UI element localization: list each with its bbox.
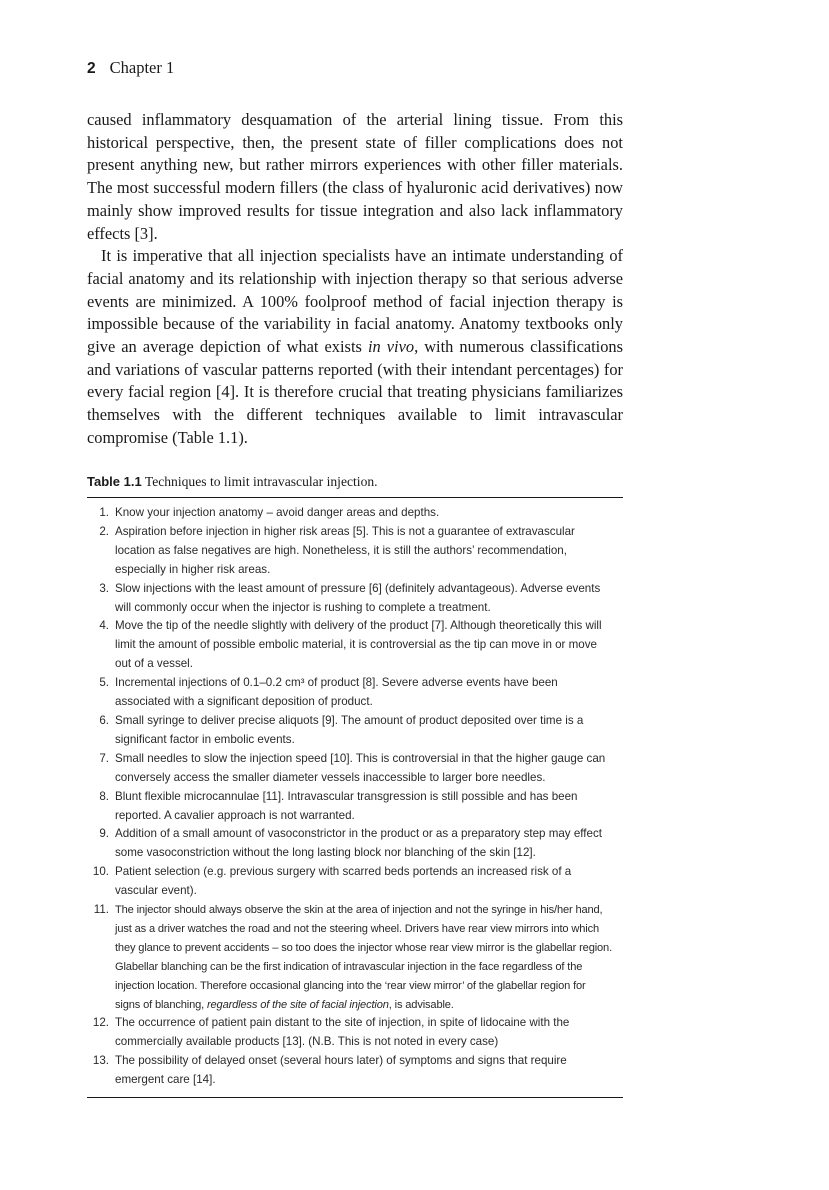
item-text: The possibility of delayed onset (several hours later) of symptoms and signs that require emergent care [14]. [115,1054,567,1087]
table-item [87,580,623,618]
paragraph-2-text-b: , with numerous classifications and variations of vascular patterns reported (with their intendant percentages) for every facial region [4]. It is therefore crucial that treating physicians familiarizes themselves with the different techniques available to limit intravascular compromise (Table 1.1). [87,337,623,447]
item-text [115,901,623,1014]
item-text: Small syringe to deliver precise aliquots [9]. The amount of product deposited over time is a significant factor in embolic events. [115,713,584,746]
table-item [87,788,623,826]
item-text: Blunt flexible microcannulae [11]. Intravascular transgression is still possible and has been reported. A cavalier approach is not warranted. [115,789,578,822]
item-number: 7. [99,751,109,765]
item-number: 1. [99,506,109,519]
table-item [87,901,623,1014]
item-text: Slow injections with the least amount of pressure [6] (definitely advantageous). Adverse events will commonly occur when the injector is rushing to complete a treatment. [115,581,601,614]
item-number: 9. [99,827,109,841]
paragraph-2-text-a: It is imperative that all injection specialists have an intimate understanding of facial anatomy and its relationship with injection therapy so that serious adverse events are minimized. A 100% foolproof method of facial injection therapy is impossible because of the variability in facial anatomy. Anatomy textbooks only give an average depiction of what exists [87,246,623,357]
chapter-title: Chapter 1 [109,58,175,77]
item-text: The occurrence of patient pain distant to the site of injection, in spite of lidocaine with the commercially available products [13]. (N.B. This is not noted in every case) [115,1016,570,1049]
item-text: Patient selection (e.g. previous surgery with scarred beds portends an increased risk of a vascular event). [115,865,572,898]
item-text: Know your injection anatomy – avoid danger areas and depths. [115,506,440,519]
item-number: 8. [99,789,109,803]
table-items [87,498,623,1098]
table-item [87,825,623,863]
item-text: Small needles to slow the injection speed [10]. This is controversial in that the higher gauge can conversely access the smaller diameter vessels inaccessible to larger bore needles. [115,751,606,784]
item-text: Move the tip of the needle slightly with delivery of the product [7]. Although theoretically this will limit the amount of possible embolic material, it is controversial as the tip can move in or move out of a vessel. [115,619,602,671]
table-item [87,523,623,580]
item-number: 5. [99,676,109,690]
item-number: 10. [92,865,109,879]
item-number: 4. [99,619,109,633]
item-number: 3. [99,581,109,595]
item-text-a: The injector should always observe the skin at the area of injection and not the syringe in his/her hand, just as a driver watches the road and not the steering wheel. Drivers have rear view mirrors into which they glance to prevent accidents – so too does the injector whose rear view mirror is the glabellar region. Glabellar blanching can be the first indication of intravascular injection in the face regardless of the injection location. Therefore occasional glancing into the ‘rear view mirror’ of the glabellar region for signs of blanching, [115,904,612,1011]
item-text: Addition of a small amount of vasoconstrictor in the product or as a preparatory step may effect some vasoconstriction without the long lasting block nor blanching of the skin [12]. [115,827,602,860]
table-1-1 [87,473,623,1098]
table-caption [87,473,623,498]
item-text: Aspiration before injection in higher risk areas [5]. This is not a guarantee of extravascular location as false negatives are high. Nonetheless, it is still the authors’ recommendation, especially in higher risk areas. [115,524,575,576]
item-number: 12. [92,1016,109,1030]
table-item [87,750,623,788]
item-text: Incremental injections of 0.1–0.2 cm³ of product [8]. Severe adverse events have been associated with a significant deposition of product. [115,676,558,709]
item-number: 6. [99,713,109,727]
table-item [87,1052,623,1090]
item-number: 11. [93,903,109,917]
item-text-italic: regardless of the site of facial injection [206,998,389,1011]
paragraph-1: caused inflammatory desquamation of the arterial lining tissue. From this historical perspective, then, the present state of filler complications does not present anything new, but rather mirrors experiences with other filler materials. The most successful modern fillers (the class of hyaluronic acid derivatives) now mainly show improved results for tissue integration and also lack inflammatory effects [3]. [87,110,623,243]
paragraph-2-italic: in vivo [367,337,415,357]
paragraph-2 [87,245,623,449]
item-number: 13. [92,1054,109,1068]
page-number: 2 [87,60,96,77]
table-item [87,863,623,901]
table-item [87,1014,623,1052]
table-caption-text: Techniques to limit intravascular injection. [144,474,378,489]
table-item [87,617,623,674]
body-text [87,109,623,450]
item-text-b: , is advisable. [388,998,454,1011]
table-item [87,504,623,523]
table-label: Table 1.1 [87,474,142,489]
item-number: 2. [99,524,109,538]
table-item [87,674,623,712]
running-head [87,57,174,80]
table-item [87,712,623,750]
